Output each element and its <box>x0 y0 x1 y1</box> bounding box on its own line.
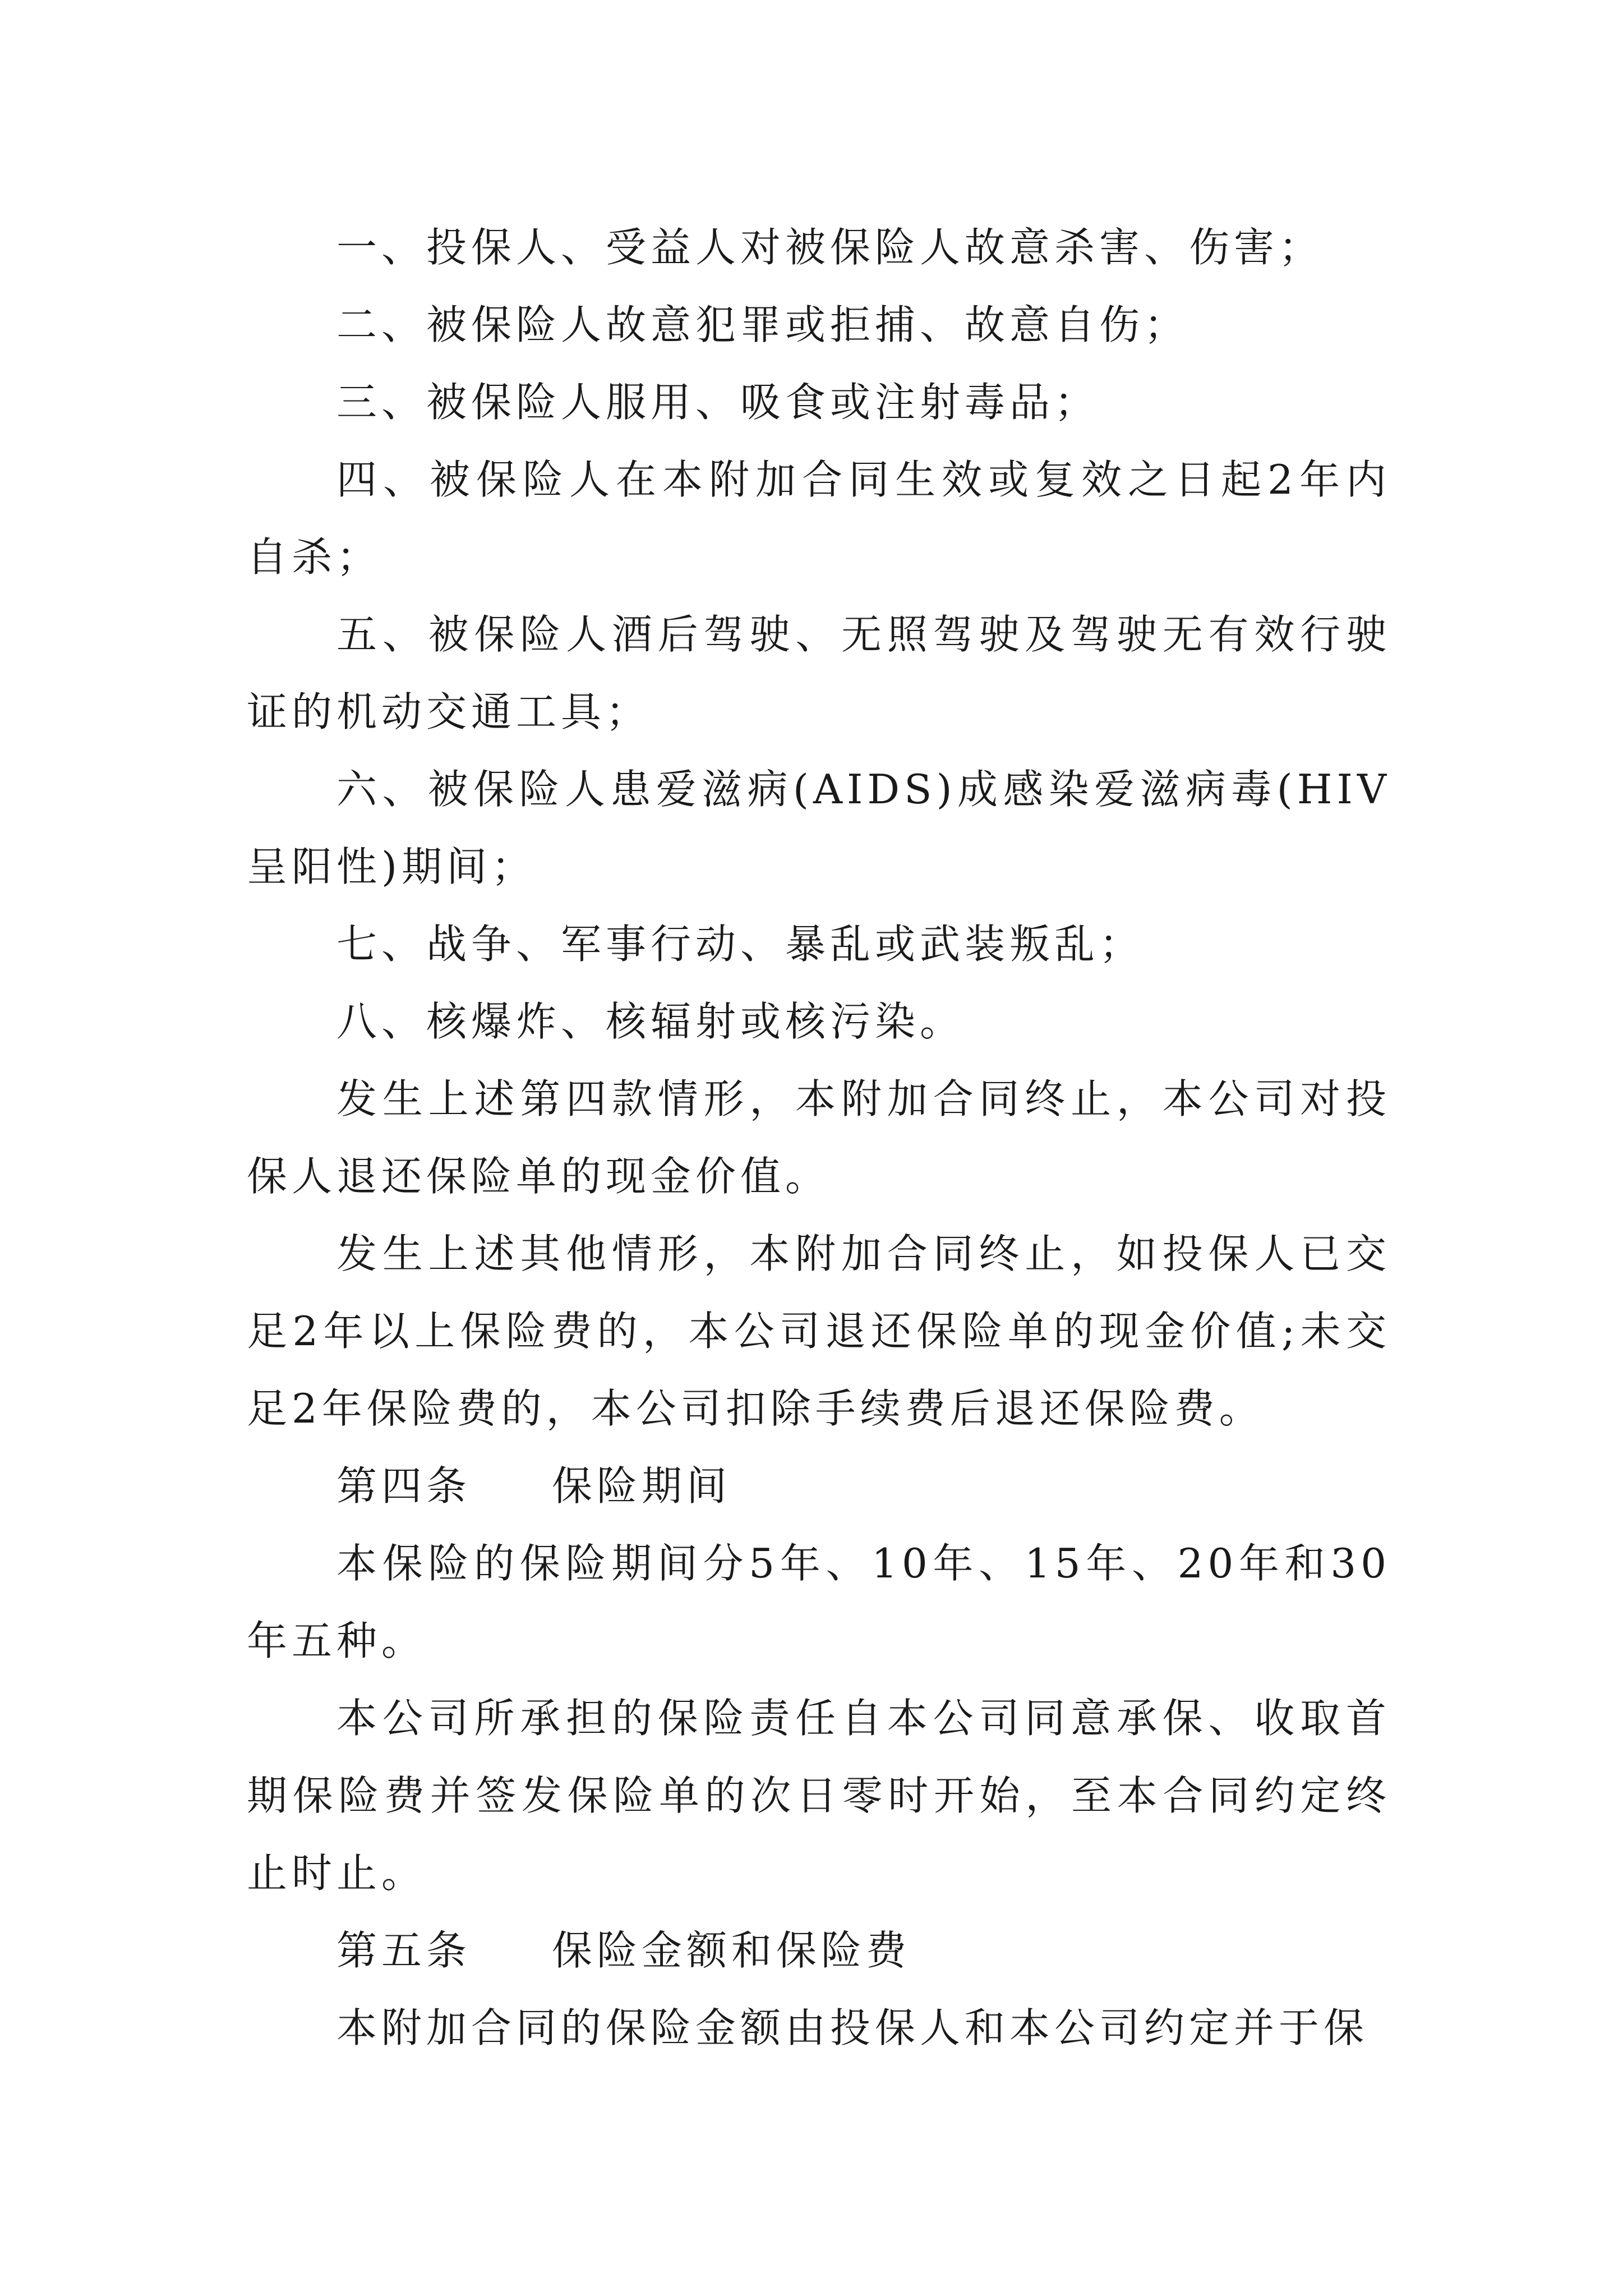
article-heading <box>247 1447 1391 1525</box>
exclusion-item-1: 一、投保人、受益人对被保险人故意杀害、伤害； <box>336 224 1324 271</box>
article-title: 保险金额和保险费 <box>552 1927 911 1974</box>
article-title: 保险期间 <box>552 1462 732 1510</box>
exclusion-item-7: 七、战争、军事行动、暴乱或武装叛乱； <box>336 921 1145 968</box>
clause-paragraph: 本保险的保险期间分5年、10年、15年、20年和30年五种。 <box>247 1540 1391 1664</box>
exclusion-item-4: 四、被保险人在本附加合同生效或复效之日起2年内自杀； <box>247 456 1391 581</box>
exclusion-item-3: 三、被保险人服用、吸食或注射毒品； <box>336 379 1100 426</box>
exclusion-item-8: 八、核爆炸、核辐射或核污染。 <box>336 998 965 1045</box>
article-number: 第四条 <box>336 1462 472 1510</box>
exclusion-item-5: 五、被保险人酒后驾驶、无照驾驶及驾驶无有效行驶证的机动交通工具； <box>247 611 1391 735</box>
clause-paragraph: 发生上述其他情形，本附加合同终止，如投保人已交足2年以上保险费的，本公司退还保险单的现金价值;未交足2年保险费的，本公司扣除手续费后退还保险费。 <box>247 1230 1391 1432</box>
article-heading <box>247 1912 1391 1989</box>
clause-paragraph: 本公司所承担的保险责任自本公司同意承保、收取首期保险费并签发保险单的次日零时开始，至本合同约定终止时止。 <box>247 1695 1391 1897</box>
exclusion-item-6: 六、被保险人患爱滋病(AIDS)成感染爱滋病毒(HIV呈阳性)期间； <box>247 766 1391 890</box>
clause-paragraph: 本附加合同的保险金额由投保人和本公司约定并于保 <box>336 2004 1369 2051</box>
exclusion-item-2: 二、被保险人故意犯罪或拒捕、故意自伤； <box>336 301 1189 348</box>
article-number: 第五条 <box>336 1927 472 1974</box>
clause-paragraph: 发生上述第四款情形，本附加合同终止，本公司对投保人退还保险单的现金价值。 <box>247 1075 1391 1200</box>
document-body <box>247 209 1391 2067</box>
